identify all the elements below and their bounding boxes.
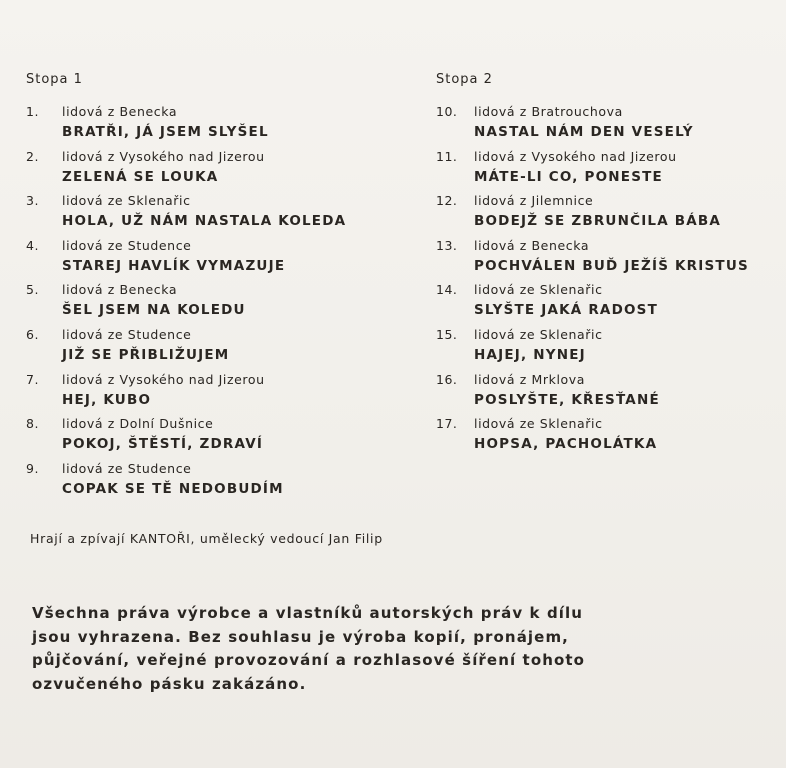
track-number: 3. — [26, 193, 39, 209]
track-number: 10. — [436, 104, 458, 119]
track-title: STAREJ HAVLÍK VYMAZUJE — [62, 257, 286, 274]
track-number: 15. — [436, 326, 458, 342]
track-title: NASTAL NÁM DEN VESELÝ — [474, 124, 694, 140]
track-number: 7. — [26, 371, 39, 387]
track-origin: lidová z Vysokého nad Jizerou — [62, 371, 265, 387]
track-item — [436, 416, 776, 461]
notice-line: půjčování, veřejné provozování a rozhlasové šíření tohoto — [32, 651, 586, 669]
track-title: HAJEJ, NYNEJ — [474, 346, 586, 363]
track-item — [26, 238, 406, 283]
track-number: 11. — [436, 148, 458, 164]
notice-line: ozvučeného pásku zakázáno. — [32, 674, 307, 693]
track-title: ZELENÁ SE LOUKA — [62, 168, 219, 185]
track-origin: lidová ze Studence — [62, 460, 192, 476]
notice-line: Všechna práva výrobce a vlastníků autorských práv k dílu — [32, 604, 584, 622]
track-item — [436, 104, 776, 149]
track-origin: lidová z Vysokého nad Jizerou — [474, 148, 677, 164]
track-number: 17. — [436, 416, 458, 432]
track-origin: lidová z Benecka — [62, 282, 178, 298]
track-title: JIŽ SE PŘIBLIŽUJEM — [62, 346, 230, 363]
track-origin: lidová z Benecka — [474, 237, 590, 253]
track-number: 2. — [26, 148, 39, 164]
track-item — [26, 416, 406, 461]
track-origin: lidová ze Sklenařic — [474, 326, 603, 342]
track-title: HOPSA, PACHOLÁTKA — [474, 436, 658, 453]
track-title: SLYŠTE JAKÁ RADOST — [474, 302, 658, 319]
performer-credits: Hrají a zpívají KANTOŘI, umělecký vedoucí Jan Filip — [30, 531, 383, 546]
track-origin: lidová ze Sklenařic — [474, 282, 603, 298]
track-item — [436, 238, 776, 283]
track-item — [436, 282, 776, 327]
track-item — [436, 193, 776, 238]
track-item — [26, 104, 406, 149]
track-item — [26, 372, 406, 417]
track-number: 14. — [436, 282, 458, 298]
track-origin: lidová ze Studence — [62, 326, 192, 342]
track-origin: lidová ze Sklenařic — [62, 193, 191, 209]
track-origin: lidová z Mrklova — [474, 371, 586, 387]
track-number: 5. — [26, 282, 39, 298]
side-a-tracklist — [26, 72, 406, 505]
track-title: ŠEL JSEM NA KOLEDU — [62, 302, 246, 319]
track-title: POKOJ, ŠTĚSTÍ, ZDRAVÍ — [62, 436, 264, 453]
track-origin: lidová ze Sklenařic — [474, 416, 603, 432]
track-item — [26, 461, 406, 506]
track-number: 12. — [436, 193, 458, 209]
track-origin: lidová z Vysokého nad Jizerou — [62, 148, 265, 164]
track-title: HEJ, KUBO — [62, 391, 152, 408]
track-origin: lidová ze Studence — [62, 237, 192, 253]
track-item — [26, 193, 406, 238]
track-title: COPAK SE TĚ NEDOBUDÍM — [62, 480, 284, 497]
track-origin: lidová z Benecka — [62, 104, 178, 119]
track-number: 13. — [436, 237, 458, 253]
track-number: 8. — [26, 416, 39, 432]
notice-line: jsou vyhrazena. Bez souhlasu je výroba kopií, pronájem, — [32, 627, 569, 646]
track-title: BRATŘI, JÁ JSEM SLYŠEL — [62, 124, 269, 140]
track-origin: lidová z Jilemnice — [474, 193, 594, 209]
track-number: 1. — [26, 104, 39, 119]
track-origin: lidová z Bratrouchova — [474, 104, 623, 119]
track-origin: lidová z Dolní Dušnice — [62, 416, 214, 432]
track-item — [26, 149, 406, 194]
track-number: 6. — [26, 326, 39, 342]
copyright-notice — [32, 602, 692, 696]
track-number: 9. — [26, 460, 39, 476]
track-title: POCHVÁLEN BUĎ JEŽÍŠ KRISTUS — [474, 257, 749, 274]
track-title: MÁTE-LI CO, PONESTE — [474, 168, 663, 185]
track-number: 16. — [436, 371, 458, 387]
track-title: POSLYŠTE, KŘESŤANÉ — [474, 391, 660, 408]
side-b-tracklist — [436, 72, 776, 461]
track-item — [436, 327, 776, 372]
track-item — [26, 282, 406, 327]
track-number: 4. — [26, 237, 39, 253]
track-title: HOLA, UŽ NÁM NASTALA KOLEDA — [62, 213, 347, 230]
track-title: BODEJŽ SE ZBRUNČILA BÁBA — [474, 213, 722, 230]
side-b-heading: Stopa 2 — [436, 72, 493, 87]
track-item — [436, 372, 776, 417]
side-a-heading: Stopa 1 — [26, 72, 83, 87]
track-item — [436, 149, 776, 194]
track-item — [26, 327, 406, 372]
